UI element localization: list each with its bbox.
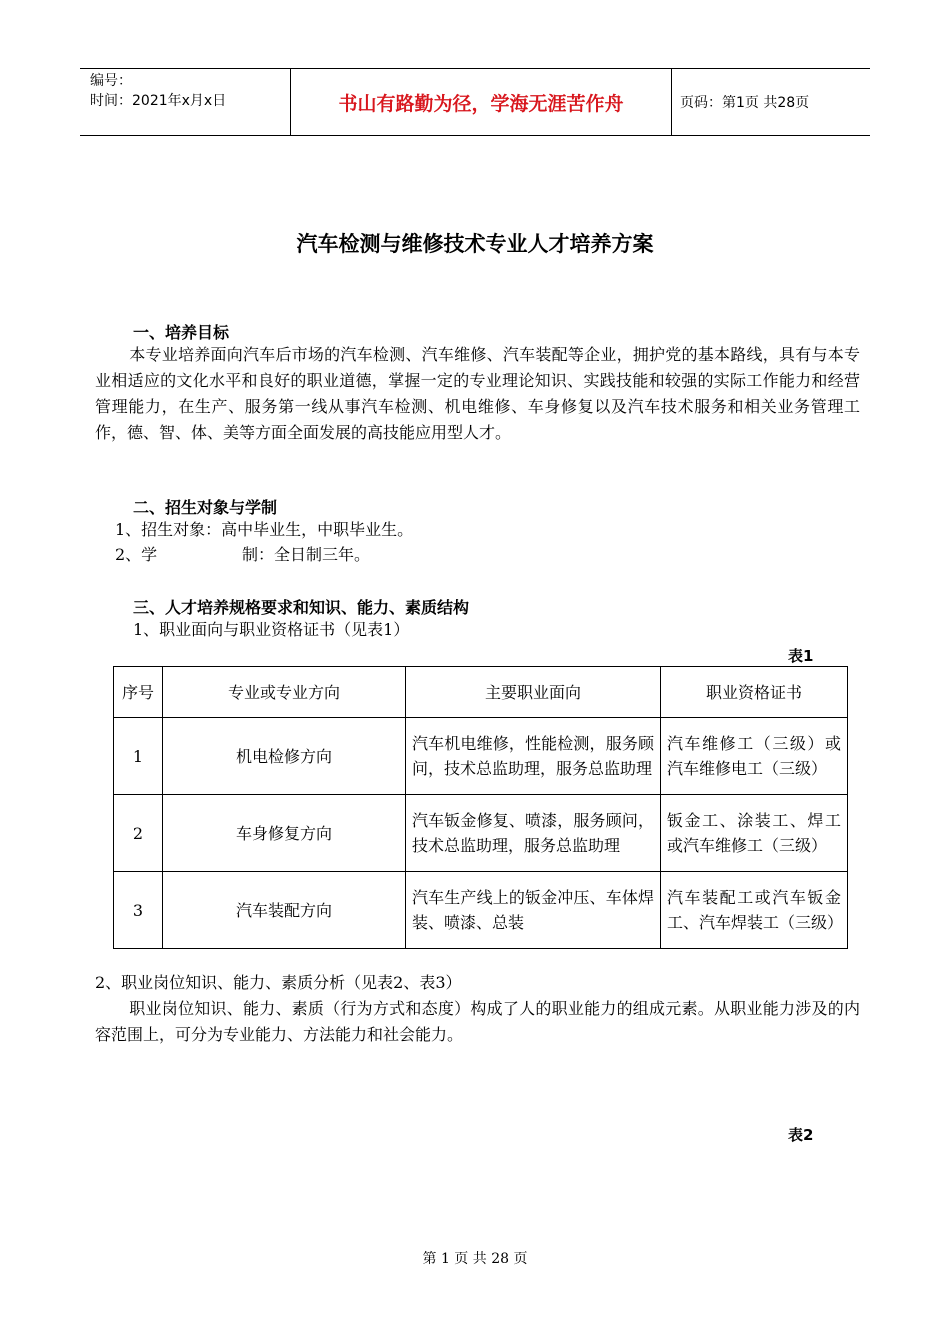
cell-jobs: 汽车钣金修复、喷漆，服务顾问，技术总监助理，服务总监助理: [406, 795, 661, 872]
document-date: 时间：2021年x月x日: [90, 93, 227, 109]
cell-no: 1: [114, 718, 163, 795]
career-table: [113, 666, 848, 949]
table-row: [114, 872, 848, 949]
cell-cert: 汽车维修工（三级）或汽车维修电工（三级）: [661, 718, 848, 795]
cell-direction: 车身修复方向: [163, 795, 406, 872]
section-heading-enrollment: 二、招生对象与学制: [133, 498, 278, 517]
cell-direction: 汽车装配方向: [163, 872, 406, 949]
header-motto: 书山有路勤为径，学海无涯苦作舟: [291, 69, 672, 136]
cell-cert: 汽车装配工或汽车钣金工、汽车焊装工（三级）: [661, 872, 848, 949]
col-header-direction: 专业或专业方向: [163, 667, 406, 718]
table-row: [114, 795, 848, 872]
table-header-row: [114, 667, 848, 718]
cell-no: 2: [114, 795, 163, 872]
enrollment-duration-value: 制：全日制三年。: [242, 545, 371, 564]
section-heading-requirements: 三、人才培养规格要求和知识、能力、素质结构: [133, 598, 470, 617]
col-header-cert: 职业资格证书: [661, 667, 848, 718]
table-row: [114, 718, 848, 795]
cell-direction: 机电检修方向: [163, 718, 406, 795]
enrollment-duration-label: 2、学: [115, 545, 158, 564]
page-footer: 第 1 页 共 28 页: [422, 1251, 528, 1267]
cell-cert: 钣金工、涂装工、焊工或汽车维修工（三级）: [661, 795, 848, 872]
section-heading-goals: 一、培养目标: [133, 323, 230, 342]
header-meta: [80, 69, 291, 136]
table1-label: 表1: [788, 647, 814, 665]
cell-jobs: 汽车机电维修，性能检测，服务顾问，技术总监助理，服务总监助理: [406, 718, 661, 795]
cell-no: 3: [114, 872, 163, 949]
cell-jobs: 汽车生产线上的钣金冲压、车体焊装、喷漆、总装: [406, 872, 661, 949]
document-number: 编号：: [90, 73, 132, 89]
table2-label: 表2: [788, 1126, 814, 1144]
requirements-item-2: 2、职业岗位知识、能力、素质分析（见表2、表3）: [95, 973, 462, 992]
header-page-info: 页码：第1页 共28页: [672, 69, 871, 136]
requirements-item-2-body: 职业岗位知识、能力、素质（行为方式和态度）构成了人的职业能力的组成元素。从职业能力涉及的内容范围上，可分为专业能力、方法能力和社会能力。: [95, 999, 860, 1044]
col-header-jobs: 主要职业面向: [406, 667, 661, 718]
section-body-goals: 本专业培养面向汽车后市场的汽车检测、汽车维修、汽车装配等企业，拥护党的基本路线，具有与本专业相适应的文化水平和良好的职业道德，掌握一定的专业理论知识、实践技能和较强的实际工作能力和经营管理能力，在生产、服务第一线从事汽车检测、机电维修、车身修复以及汽车技术服务和相关业务管理工作，德、智、体、美等方面全面发展的高技能应用型人才。: [95, 345, 860, 442]
document-title: 汽车检测与维修技术专业人才培养方案: [296, 232, 654, 256]
col-header-no: 序号: [114, 667, 163, 718]
page-header: [80, 68, 870, 136]
requirements-item-1: 1、职业面向与职业资格证书（见表1）: [133, 620, 410, 639]
enrollment-target: 1、招生对象：高中毕业生，中职毕业生。: [115, 520, 414, 539]
